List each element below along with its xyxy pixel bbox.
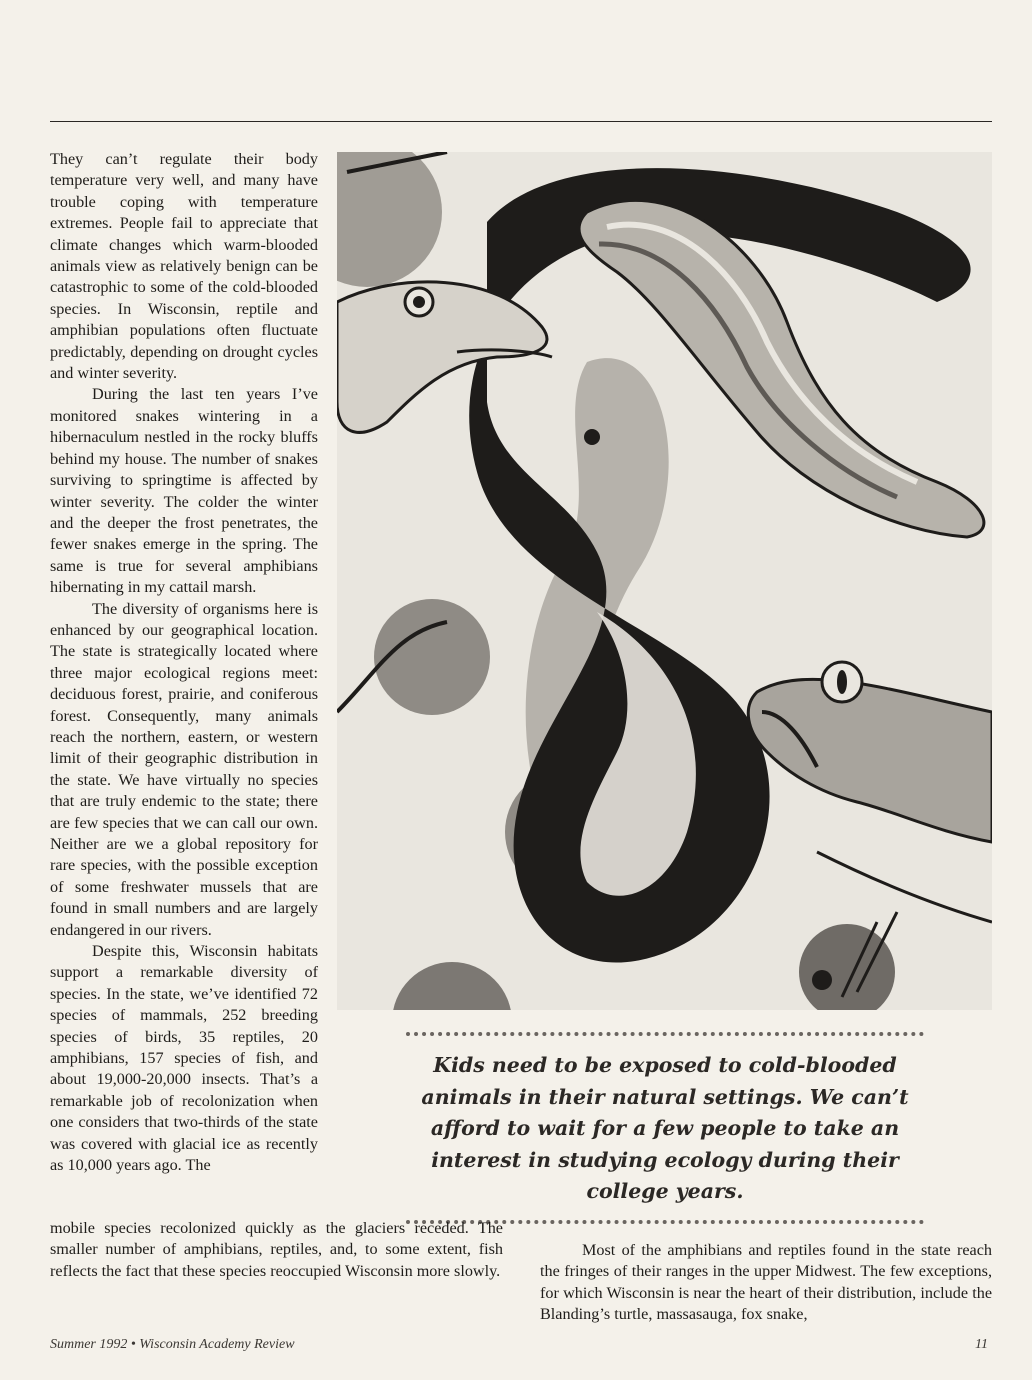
article-bottom-left xyxy=(50,1218,503,1282)
header-rule xyxy=(50,121,992,122)
footer-issue: Summer 1992 • Wisconsin Academy Review xyxy=(50,1337,295,1352)
paragraph-4-continued: mobile species recolonized quickly as the glaciers receded. The smaller number of amphibians, reptiles, and, to some extent, fish reflects the fact that these species reoccupied Wisconsin more slowly. xyxy=(50,1219,503,1280)
page-number: 11 xyxy=(975,1337,988,1352)
paragraph-3: The diversity of organisms here is enhanced by our geographical location. The state is strategically located where three major ecological regions meet: deciduous forest, prairie, and coniferous forest. Consequently, many animals reach the northern, eastern, or western limit of their geographic distribution in the state. We have virtually no species that are truly endemic to the state; there are few species that we can call our own. Neither are we a global repository for rare species, with the possible exception of some freshwater mussels that are found in small numbers and are largely endangered in our rivers. xyxy=(50,599,318,939)
paragraph-4: Despite this, Wisconsin habitats support a remarkable diversity of species. In the state, we’ve identified 72 species of mammals, 252 breeding species of birds, 35 reptiles, 20 amphibians, 157 species of fish, and about 19,000-20,000 insects. That’s a remarkable job of recolonization when one considers that two-thirds of the state was covered with glacial ice as recently as 10,000 years ago. The xyxy=(50,942,318,1175)
paragraph-5: Most of the amphibians and reptiles found in the state reach the fringes of their ranges in the upper Midwest. The few exceptions, for which Wisconsin is near the heart of their distribution, include the Blanding’s turtle, massasauga, fox snake, xyxy=(540,1241,992,1324)
pull-quote-text: Kids need to be exposed to cold-blooded animals in their natural settings. We can’t afford to wait for a few people to take an interest in studying ecology during their college years. xyxy=(421,1053,909,1203)
pull-quote xyxy=(400,1032,930,1224)
article-left-column xyxy=(50,149,318,1177)
paragraph-1: They can’t regulate their body temperature very well, and many have trouble coping with temperature extremes. People fail to appreciate that climate changes which warm-blooded animals view as relatively benign can be catastrophic to some of the cold-blooded species. In Wisconsin, reptile and amphibian populations often fluctuate predictably, depending on drought cycles and winter severity. xyxy=(50,150,318,383)
illustration-artwork xyxy=(337,152,992,1010)
article-right-column xyxy=(540,1240,992,1326)
illustration-lizards xyxy=(337,152,992,1010)
paragraph-2: During the last ten years I’ve monitored snakes wintering in a hibernaculum nestled in the rocky bluffs behind my house. The number of snakes surviving to springtime is affected by winter severity. The colder the winter and the deeper the frost penetrates, the fewer snakes emerge in the spring. The same is true for several amphibians hibernating in my cattail marsh. xyxy=(50,385,318,597)
